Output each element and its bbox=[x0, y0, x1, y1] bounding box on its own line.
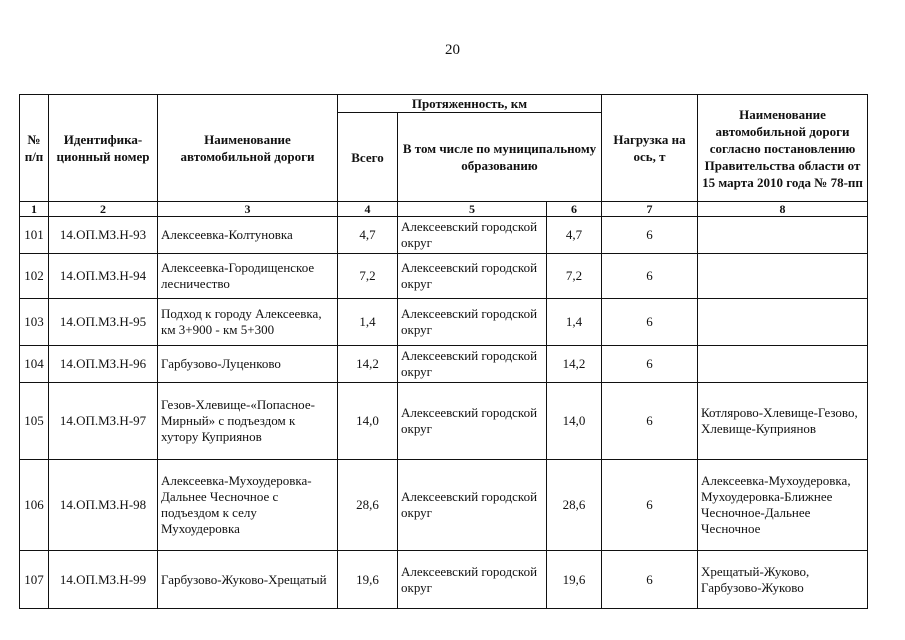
row-decree-name bbox=[698, 217, 868, 254]
row-name: Алексеевка-Мухоудеровка-Дальнее Чесночное с подъездом к селу Мухоудеровка bbox=[158, 460, 338, 551]
row-id: 14.ОП.МЗ.Н-95 bbox=[49, 299, 158, 346]
row-axle: 6 bbox=[602, 551, 698, 609]
row-total: 1,4 bbox=[338, 299, 398, 346]
row-decree-name: Алексеевка-Мухоудеровка, Мухоудеровка-Ближнее Чесночное-Дальнее Чесночное bbox=[698, 460, 868, 551]
row-total: 7,2 bbox=[338, 254, 398, 299]
row-mun-km: 14,2 bbox=[547, 346, 602, 383]
row-mun-km: 4,7 bbox=[547, 217, 602, 254]
row-decree-name bbox=[698, 254, 868, 299]
row-total: 19,6 bbox=[338, 551, 398, 609]
row-municipality: Алексеевский городской округ bbox=[398, 551, 547, 609]
row-municipality: Алексеевский городской округ bbox=[398, 346, 547, 383]
row-mun-km: 19,6 bbox=[547, 551, 602, 609]
row-num: 101 bbox=[20, 217, 49, 254]
row-decree-name bbox=[698, 299, 868, 346]
row-num: 107 bbox=[20, 551, 49, 609]
row-axle: 6 bbox=[602, 346, 698, 383]
row-axle: 6 bbox=[602, 299, 698, 346]
header-num: № п/п bbox=[20, 95, 49, 202]
row-axle: 6 bbox=[602, 383, 698, 460]
row-total: 14,0 bbox=[338, 383, 398, 460]
column-number: 2 bbox=[49, 202, 158, 217]
row-mun-km: 1,4 bbox=[547, 299, 602, 346]
row-axle: 6 bbox=[602, 254, 698, 299]
page-number: 20 bbox=[445, 42, 460, 58]
row-decree-name bbox=[698, 346, 868, 383]
column-numbers-row bbox=[20, 202, 868, 217]
table-row bbox=[20, 460, 868, 551]
row-decree-name: Котлярово-Хлевище-Гезово, Хлевище-Куприянов bbox=[698, 383, 868, 460]
header-name: Наименование автомобильной дороги bbox=[158, 95, 338, 202]
row-num: 106 bbox=[20, 460, 49, 551]
table-row bbox=[20, 217, 868, 254]
row-axle: 6 bbox=[602, 460, 698, 551]
roads-table bbox=[19, 94, 868, 609]
table-row bbox=[20, 254, 868, 299]
row-total: 14,2 bbox=[338, 346, 398, 383]
row-name: Алексеевка-Городищенское лесничество bbox=[158, 254, 338, 299]
header-row-top bbox=[20, 95, 868, 113]
row-municipality: Алексеевский городской округ bbox=[398, 254, 547, 299]
header-total: Всего bbox=[338, 113, 398, 202]
row-id: 14.ОП.МЗ.Н-99 bbox=[49, 551, 158, 609]
row-num: 102 bbox=[20, 254, 49, 299]
header-incl: В том числе по муниципальному образованию bbox=[398, 113, 602, 202]
column-number: 6 bbox=[547, 202, 602, 217]
column-number: 3 bbox=[158, 202, 338, 217]
row-num: 104 bbox=[20, 346, 49, 383]
row-id: 14.ОП.МЗ.Н-96 bbox=[49, 346, 158, 383]
row-num: 105 bbox=[20, 383, 49, 460]
row-name: Алексеевка-Колтуновка bbox=[158, 217, 338, 254]
column-number: 4 bbox=[338, 202, 398, 217]
table-row bbox=[20, 346, 868, 383]
column-number: 8 bbox=[698, 202, 868, 217]
header-ident: Идентифика-ционный номер bbox=[49, 95, 158, 202]
row-mun-km: 28,6 bbox=[547, 460, 602, 551]
column-number: 5 bbox=[398, 202, 547, 217]
row-id: 14.ОП.МЗ.Н-98 bbox=[49, 460, 158, 551]
header-decree: Наименование автомобильной дороги согласно постановлению Правительства области от 15 марта 2010 года № 78-пп bbox=[698, 95, 868, 202]
row-municipality: Алексеевский городской округ bbox=[398, 299, 547, 346]
row-municipality: Алексеевский городской округ bbox=[398, 217, 547, 254]
table-row bbox=[20, 299, 868, 346]
row-mun-km: 7,2 bbox=[547, 254, 602, 299]
column-number: 1 bbox=[20, 202, 49, 217]
row-name: Гарбузово-Луценково bbox=[158, 346, 338, 383]
row-name: Подход к городу Алексеевка, км 3+900 - км 5+300 bbox=[158, 299, 338, 346]
row-municipality: Алексеевский городской округ bbox=[398, 383, 547, 460]
row-id: 14.ОП.МЗ.Н-93 bbox=[49, 217, 158, 254]
row-num: 103 bbox=[20, 299, 49, 346]
row-name: Гезов-Хлевище-«Попасное-Мирный» с подъездом к хутору Куприянов bbox=[158, 383, 338, 460]
row-decree-name: Хрещатый-Жуково, Гарбузово-Жуково bbox=[698, 551, 868, 609]
table-row bbox=[20, 383, 868, 460]
header-length: Протяженность, км bbox=[338, 95, 602, 113]
table-row bbox=[20, 551, 868, 609]
header-axle: Нагрузка на ось, т bbox=[602, 95, 698, 202]
row-axle: 6 bbox=[602, 217, 698, 254]
row-total: 28,6 bbox=[338, 460, 398, 551]
row-name: Гарбузово-Жуково-Хрещатый bbox=[158, 551, 338, 609]
row-total: 4,7 bbox=[338, 217, 398, 254]
row-id: 14.ОП.МЗ.Н-94 bbox=[49, 254, 158, 299]
row-mun-km: 14,0 bbox=[547, 383, 602, 460]
row-municipality: Алексеевский городской округ bbox=[398, 460, 547, 551]
column-number: 7 bbox=[602, 202, 698, 217]
row-id: 14.ОП.МЗ.Н-97 bbox=[49, 383, 158, 460]
